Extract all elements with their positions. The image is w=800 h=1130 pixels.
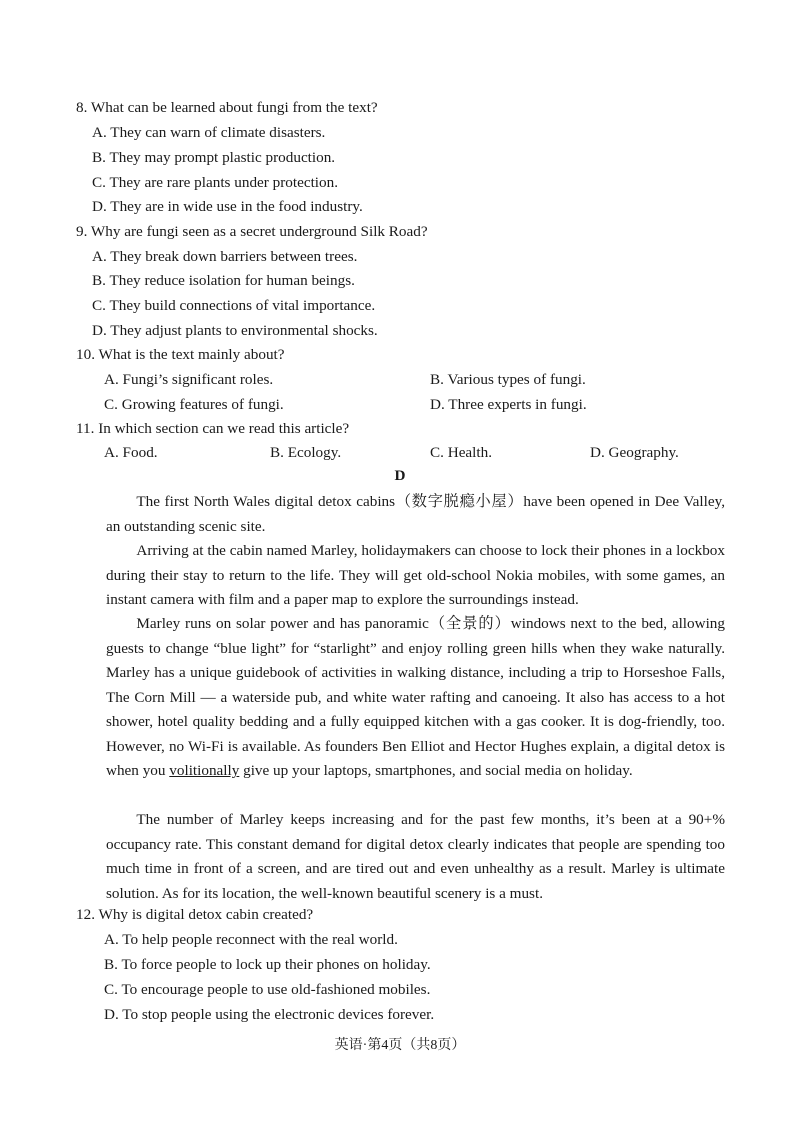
question-12-stem: 12. Why is digital detox cabin created? [76, 906, 314, 923]
question-8-option-c: C. They are rare plants under protection. [92, 174, 339, 191]
question-9-option-a: A. They break down barriers between trees. [92, 248, 358, 265]
question-10-option-d: D. Three experts in fungi. [430, 396, 587, 413]
section-title: D [394, 467, 406, 484]
page-footer: 英语·第4页（共8页） [334, 1038, 466, 1053]
passage-paragraph-1: The first North Wales digital detox cabins（数字脱瘾小屋）have been opened in Dee Valley, an outstanding scenic site. [106, 493, 725, 535]
question-12-option-a: A. To help people reconnect with the real world. [104, 931, 398, 948]
question-8-option-b: B. They may prompt plastic production. [92, 149, 336, 166]
question-11-stem: 11. In which section can we read this article? [76, 420, 350, 437]
question-12-option-b: B. To force people to lock up their phones on holiday. [104, 956, 431, 973]
passage-paragraph-3 [106, 612, 725, 784]
underlined-word: volitionally [169, 762, 240, 780]
question-9-option-b: B. They reduce isolation for human beings. [92, 272, 355, 289]
question-9-option-c: C. They build connections of vital importance. [92, 297, 376, 314]
passage-paragraph-2: Arriving at the cabin named Marley, holidaymakers can choose to lock their phones in a lockbox during their stay to return to the life. They will get old-school Nokia mobiles, with some games, an instant camera with film and a paper map to explore the surroundings instead. [106, 542, 725, 609]
paragraph-3-text-start: Marley runs on solar power and has panoramic（全景的）windows next to the bed, allowing guests to change “blue light” for “starlight” and enjoy rolling green hills when they wake naturally. Marley has a unique guidebook of activities in walking distance, including a trip to Horseshoe Falls, The Corn Mill — a waterside pub, and white water rafting and canoeing. It also has access to a hot shower, hotel quality bedding and a fully equipped kitchen with a gas cooker. It is dog-friendly, too. However, no Wi-Fi is available. As founders Ben Elliot and Hector Hughes explain, a digital detox is when you [106, 615, 725, 780]
question-10-option-a: A. Fungi’s significant roles. [104, 371, 274, 388]
question-8-option-a: A. They can warn of climate disasters. [92, 124, 326, 141]
question-8-option-d: D. They are in wide use in the food industry. [92, 198, 363, 215]
passage-paragraph-4: The number of Marley keeps increasing and for the past few months, it’s been at a 90+% occupancy rate. This constant demand for digital detox clearly indicates that people are spending too much time in front of a screen, and are tired out and even unhealthy as a result. Marley is ultimate solution. As for its location, the well-known beautiful scenery is a must. [106, 811, 725, 902]
question-9-option-d: D. They adjust plants to environmental shocks. [92, 322, 378, 339]
question-10-option-c: C. Growing features of fungi. [104, 396, 284, 413]
question-10-stem: 10. What is the text mainly about? [76, 346, 285, 363]
question-12-option-c: C. To encourage people to use old-fashioned mobiles. [104, 981, 431, 998]
question-11-option-b: B. Ecology. [270, 444, 342, 461]
question-11-option-d: D. Geography. [590, 444, 679, 461]
question-12-option-d: D. To stop people using the electronic devices forever. [104, 1006, 435, 1023]
question-10-option-b: B. Various types of fungi. [430, 371, 586, 388]
question-9-stem: 9. Why are fungi seen as a secret underground Silk Road? [76, 223, 428, 240]
question-11-option-c: C. Health. [430, 444, 493, 461]
question-11-option-a: A. Food. [104, 444, 158, 461]
paragraph-3-text-end: give up your laptops, smartphones, and social media on holiday. [239, 762, 633, 780]
question-8-stem: 8. What can be learned about fungi from the text? [76, 99, 378, 116]
